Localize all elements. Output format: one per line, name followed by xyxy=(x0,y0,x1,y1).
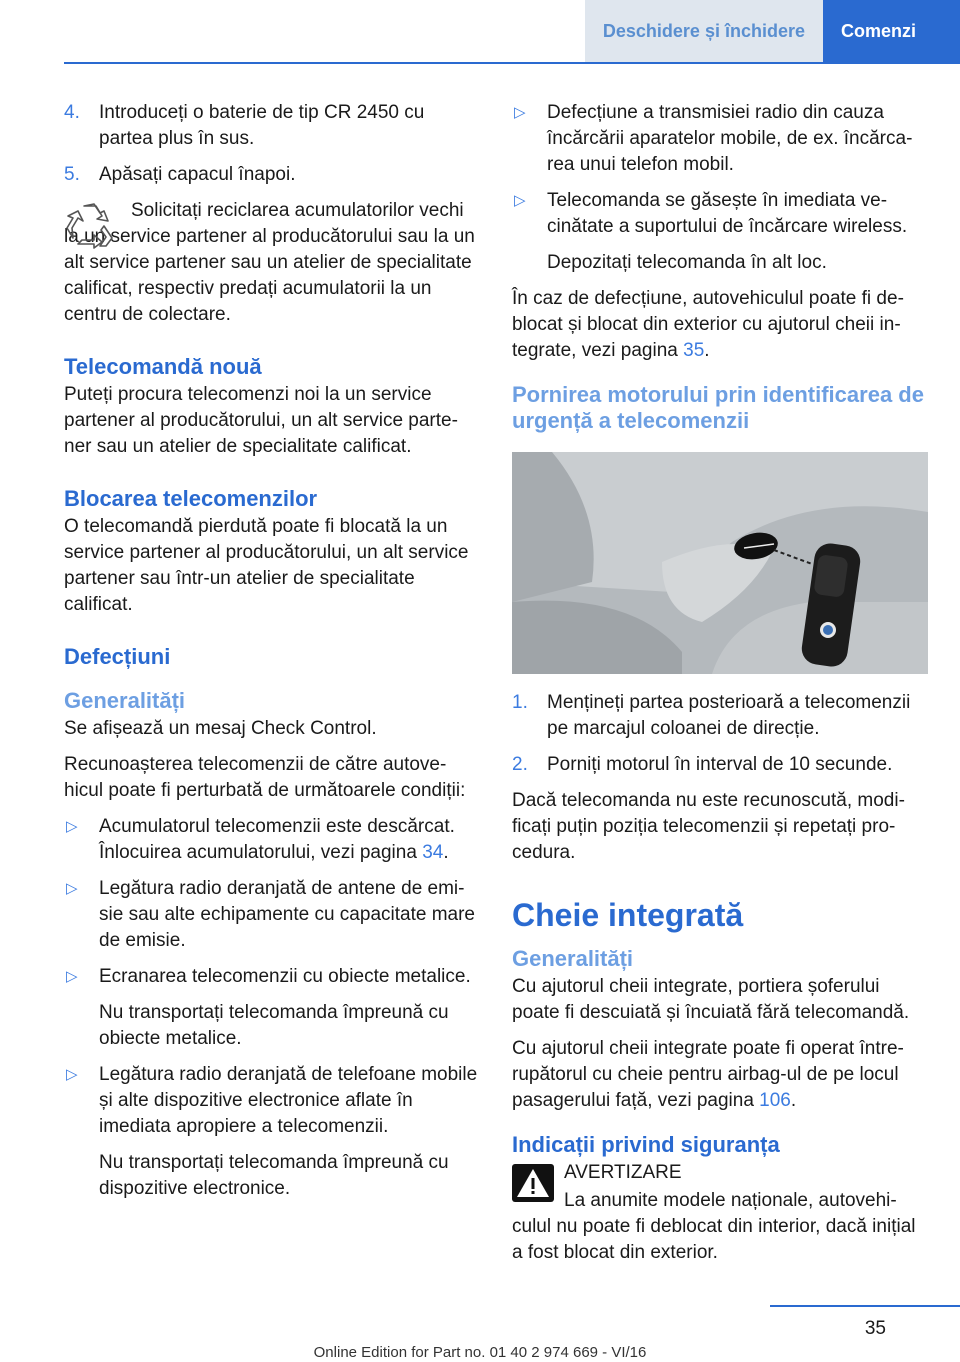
bullet-triangle-icon: ▷ xyxy=(514,192,526,209)
step-number: 2. xyxy=(512,754,528,775)
fault-text-end: . xyxy=(704,340,710,361)
paragraph-key-airbag xyxy=(512,1036,926,1114)
step-text: Introduceți o baterie de tip CR 2450 cu partea plus în sus. xyxy=(99,102,425,149)
step-4 xyxy=(64,100,478,152)
footer-rule xyxy=(770,1305,960,1307)
bullet-triangle-icon: ▷ xyxy=(66,1066,78,1083)
header-tabs xyxy=(585,0,960,62)
start-step-1 xyxy=(512,690,926,742)
step-text: Mențineți partea posterioară a telecomenzii pe marcajul coloanei de direcție. xyxy=(547,692,911,739)
page-link[interactable]: 34 xyxy=(422,842,444,863)
key-airbag-text-end: . xyxy=(790,1090,797,1111)
bullet-text: Legătura radio deranjată de antene de emisie sau alte echipamente cu capacitate mare de emisie. xyxy=(99,878,475,951)
paragraph-lock-remote: O telecomandă pierdută poate fi blocată la un service partener al producătorului, un alt service partener sau într-un atelier de specialitate calificat. xyxy=(64,516,469,615)
step-text: Porniți motorul în interval de 10 secunde. xyxy=(547,754,893,775)
paragraph-not-recognized: Dacă telecomanda nu este recunoscută, modificați puțin poziția telecomenzii și repetați procedura. xyxy=(512,790,905,863)
bullet-text: Defecțiune a transmisiei radio din cauza încărcării aparatelor mobile, de ex. încărcarea unui telefon mobil. xyxy=(547,102,913,175)
paragraph-check-control: Se afișează un mesaj Check Control. xyxy=(64,718,377,739)
step-text: Apăsați capacul înapoi. xyxy=(99,164,296,185)
bullet-phones xyxy=(64,1062,478,1140)
recycle-text: Solicitați reciclarea acumulatorilor vechi la un service partener al producătorului sau la un alt service partener sau un atelier de specialitate calificat, respectiv predați acumulatorii la un centru de colectare. xyxy=(64,200,475,325)
page-link[interactable]: 35 xyxy=(683,340,705,361)
warning-text: La anumite modele naționale, autovehiculul nu poate fi deblocat din interior, dacă inițial a fost blocat din exterior. xyxy=(512,1190,916,1263)
bullet-wireless xyxy=(512,188,926,240)
step-number: 5. xyxy=(64,164,80,185)
bullet-metal xyxy=(64,964,478,990)
step-number: 1. xyxy=(512,692,528,713)
heading-key-general: Generalități xyxy=(512,946,634,971)
edition-footer: Online Edition for Part no. 01 40 2 974 669 - VI/16 xyxy=(313,1344,647,1361)
bullet-note: Nu transportați telecomanda împreună cu dispozitive electronice. xyxy=(99,1152,449,1199)
chapter-tab: Comenzi xyxy=(823,0,960,62)
bullet-antennas xyxy=(64,876,478,954)
heading-integrated-key: Cheie integrată xyxy=(512,897,744,933)
step-5 xyxy=(64,162,478,188)
recycle-icon xyxy=(64,200,116,252)
warning-label: AVERTIZARE xyxy=(564,1162,682,1183)
bullet-text: Telecomanda se găsește în imediata vecinătate a suportului de încărcare wireless. xyxy=(547,190,908,237)
step-number: 4. xyxy=(64,102,80,123)
paragraph-new-remote: Puteți procura telecomenzi noi la un service partener al producătorului, un alt service partener sau un atelier de specialitate calificat. xyxy=(64,384,458,457)
section-tab: Deschidere și închidere xyxy=(585,0,823,62)
heading-emergency-start: Pornirea motorului prin identificarea de urgență a telecomenzii xyxy=(512,382,924,433)
bullet-text: Ecranarea telecomenzii cu obiecte metalice. xyxy=(99,966,471,987)
bullet-text: Legătura radio deranjată de telefoane mobile și alte dispozitive electronice aflate în imediata apropiere a telecomenzii. xyxy=(99,1064,478,1137)
bullet-note: Nu transportați telecomanda împreună cu obiecte metalice. xyxy=(99,1002,449,1049)
recycle-note xyxy=(64,198,478,328)
bullet-note: Depozitați telecomanda în alt loc. xyxy=(547,252,827,273)
page-number: 35 xyxy=(864,1318,886,1339)
bullet-charging xyxy=(512,100,926,178)
bullet-triangle-icon: ▷ xyxy=(66,880,78,897)
bullet-battery xyxy=(64,814,478,866)
right-column xyxy=(512,100,926,1276)
paragraph-fault xyxy=(512,286,926,364)
paragraph-key-door: Cu ajutorul cheii integrate, portiera șoferului poate fi descuiată și încuiată fără telecomandă. xyxy=(512,976,910,1023)
heading-safety: Indicații privind siguranța xyxy=(512,1132,780,1157)
fault-text: În caz de defecțiune, autovehiculul poate fi deblocat și blocat din exterior cu ajutorul cheii integrate, vezi pagina xyxy=(512,288,904,361)
warning-block xyxy=(512,1160,926,1266)
page-link[interactable]: 106 xyxy=(759,1090,791,1111)
start-step-2 xyxy=(512,752,926,778)
heading-faults: Defecțiuni xyxy=(64,644,171,669)
left-column xyxy=(64,100,478,1212)
bullet-triangle-icon: ▷ xyxy=(66,968,78,985)
paragraph-conditions: Recunoașterea telecomenzii de către autovehicul poate fi perturbată de următoarele condiții: xyxy=(64,754,466,801)
steering-column-photo xyxy=(512,452,928,674)
warning-icon xyxy=(512,1164,554,1202)
bullet-text-end: . xyxy=(443,842,449,863)
heading-general: Generalități xyxy=(64,688,186,713)
bullet-triangle-icon: ▷ xyxy=(514,104,526,121)
heading-lock-remote: Blocarea telecomenzilor xyxy=(64,486,318,511)
bullet-text: Acumulatorul telecomenzii este descărcat. Înlocuirea acumulatorului, vezi pagina xyxy=(99,816,455,863)
heading-new-remote: Telecomandă nouă xyxy=(64,354,262,379)
header-rule xyxy=(64,62,960,64)
bullet-triangle-icon: ▷ xyxy=(66,818,78,835)
key-airbag-text: Cu ajutorul cheii integrate poate fi operat întrerupătorul cu cheie pentru airbag-ul de pe locul pasagerului față, vezi pagina xyxy=(512,1038,904,1111)
